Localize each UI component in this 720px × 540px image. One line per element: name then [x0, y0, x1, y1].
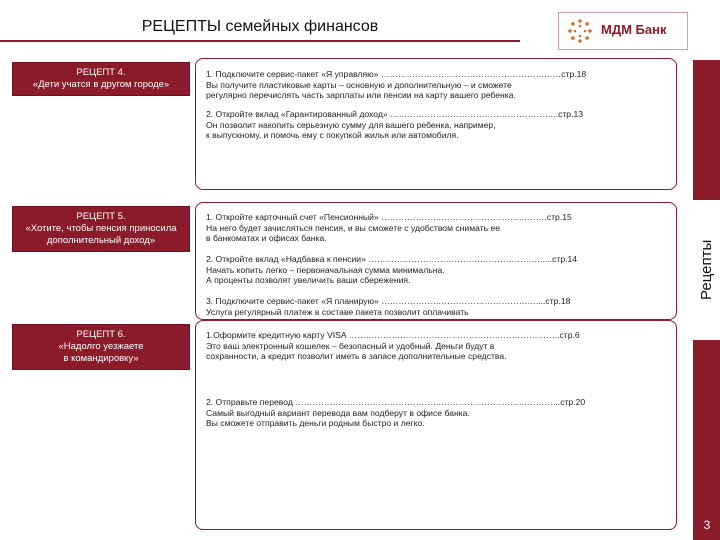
recipe-6-item-2 — [206, 397, 668, 429]
recipe-4-label-line: РЕЦЕПТ 4. — [76, 67, 126, 78]
item-line: 2. Отправьте перевод ………………………………………………………………………………...стр.20 — [206, 397, 586, 407]
recipe-4-panel — [195, 58, 677, 190]
item-line: сохранности, а кредит позволит иметь в запасе дополнительные средства. — [206, 351, 507, 362]
item-line: 1.Оформите кредитную карту VISA ………………………………………………………………..стр.6 — [206, 330, 580, 340]
item-line: 3. Подключите сервис-пакет «Я планирую» ………………………………………………....стр.18 — [206, 296, 571, 306]
item-line: Услуга регулярный платеж в составе пакета позволит оплачивать — [206, 306, 469, 317]
item-line: в банкоматах и офисах банка. — [206, 233, 327, 244]
item-line: Вы сможете отправить деньги родным быстро и легко. — [206, 418, 425, 429]
item-line: 2. Откройте вклад «Надбавка к пенсии» …………………………………………………….....стр.14 — [206, 254, 578, 264]
recipe-6-item-1 — [206, 330, 668, 362]
recipe-6-label-line: в командировку» — [63, 353, 139, 364]
recipe-5-item-2 — [206, 254, 668, 286]
recipe-5-label — [12, 206, 190, 252]
recipe-5-item-1 — [206, 212, 668, 244]
item-line: 1. Подключите сервис-пакет «Я управляю» ………………………………………………………стр.18 — [206, 69, 587, 79]
bank-logo-icon — [567, 18, 593, 44]
recipe-5-label-line: РЕЦЕПТ 5. — [76, 211, 126, 222]
recipe-6-label-line: «Надолго уезжаете — [58, 341, 144, 352]
recipe-4-label — [12, 62, 190, 96]
item-line: регулярно перечислять часть зарплаты или пенсии на карту вашего ребенка. — [206, 90, 516, 101]
item-line: Начать копить легко – первоначальная сумма минимальна. — [206, 264, 445, 275]
item-line: Самый выгодный вариант перевода вам подберут в офисе банка. — [206, 407, 470, 418]
recipe-4-item-1 — [206, 69, 668, 101]
recipe-4-label-line: «Дети учатся в другом городе» — [32, 79, 170, 90]
page-title: РЕЦЕПТЫ семейных финансов — [141, 18, 379, 35]
recipe-6-panel — [195, 320, 677, 530]
title-divider — [0, 40, 520, 42]
item-line: Он позволит накопить серьезную сумму для вашего ребенка, например, — [206, 119, 496, 130]
recipe-6-label-line: РЕЦЕПТ 6. — [76, 329, 126, 340]
item-line: А проценты позволят увеличить ваши сбережения. — [206, 275, 411, 286]
item-line: к выпускному, и помочь ему с покупкой жилья или автомобиля. — [206, 130, 459, 141]
recipe-4-item-2 — [206, 109, 668, 141]
bank-logo — [558, 12, 688, 50]
recipe-5-panel — [195, 202, 677, 320]
bank-logo-text: МДМ Банк — [601, 22, 667, 37]
recipe-5-label-line: дополнительный доход» — [46, 235, 156, 246]
recipe-5-label-line: «Хотите, чтобы пенсия приносила — [25, 223, 177, 234]
side-label: Рецепты — [693, 200, 720, 340]
item-line: Это ваш электронный кошелек – безопасный и удобный. Деньги будут в — [206, 340, 495, 351]
item-line: На него будет зачисляться пенсия, и вы сможете с удобством снимать ее — [206, 222, 501, 233]
item-line: 2. Откройте вклад «Гарантированный доход» …………………………………………………..стр.13 — [206, 109, 584, 119]
item-line: Вы получите пластиковые карты – основную и дополнительную – и сможете — [206, 79, 512, 90]
item-line: 1. Откройте карточный счет «Пенсионный» ………………………………………………….стр.15 — [206, 212, 572, 222]
page-number: 3 — [703, 518, 711, 532]
recipe-6-label — [12, 324, 190, 370]
